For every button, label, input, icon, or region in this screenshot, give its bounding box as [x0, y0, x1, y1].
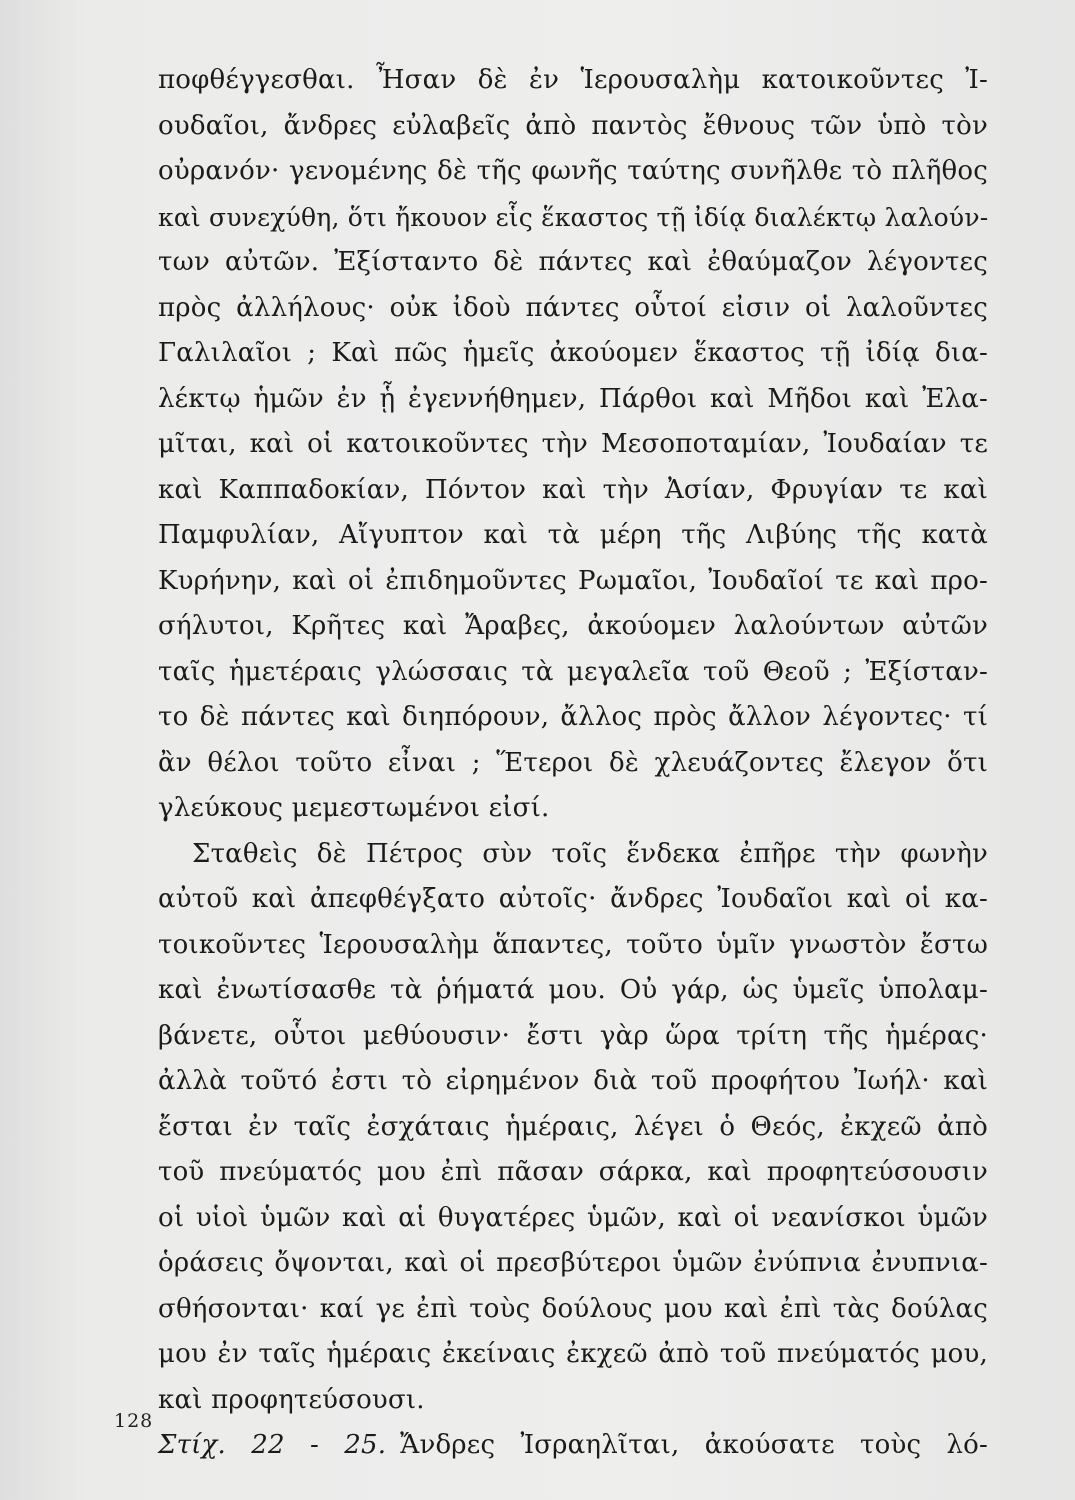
text-line: καὶ προφητεύσουσι. [158, 1384, 425, 1415]
text-line: ἔσται ἐν ταῖς ἐσχάταις ἡμέραις, λέγει ὁ Θεός, ἐκχεῶ ἀπὸ [158, 1111, 988, 1142]
text-line: λέκτῳ ἡμῶν ἐν ᾗ ἐγεννήθημεν, Πάρθοι καὶ Μῆδοι καὶ Ἐλα- [158, 383, 988, 414]
body-text [158, 58, 988, 1469]
text-line: καὶ συνεχύθη, ὅτι ἤκουον εἷς ἕκαστος τῇ ἰδίᾳ διαλέκτῳ λαλούν- [158, 202, 989, 232]
page-number: 128 [114, 1410, 154, 1432]
text-line: σήλυτοι, Κρῆτες καὶ Ἄραβες, ἀκούομεν λαλούντων αὐτῶν [158, 611, 988, 641]
text-line: το δὲ πάντες καὶ διηπόρουν, ἄλλος πρὸς ἄλλον λέγοντες· τί [158, 702, 988, 732]
text-line: τοῦ πνεύματός μου ἐπὶ πᾶσαν σάρκα, καὶ προφητεύσουσιν [158, 1157, 988, 1187]
text-line: οἱ υἱοὶ ὑμῶν καὶ αἱ θυγατέρες ὑμῶν, καὶ οἱ νεανίσκοι ὑμῶν [158, 1202, 988, 1233]
verse-reference-line [158, 1423, 988, 1469]
text-line: γλεύκους μεμεστωμένοι εἰσί. [158, 793, 550, 823]
text-line: ποφθέγγεσθαι. Ἦσαν δὲ ἐν Ἱερουσαλὴμ κατοικοῦντες Ἰ- [158, 65, 988, 95]
text-line: ταῖς ἡμετέραις γλώσσαις τὰ μεγαλεῖα τοῦ Θεοῦ ; Ἐξίσταν- [158, 656, 988, 687]
text-line: των αὐτῶν. Ἐξίσταντο δὲ πάντες καὶ ἐθαύμαζον λέγοντες [158, 247, 988, 277]
text-line: οὐρανόν· γενομένης δὲ τῆς φωνῆς ταύτης συνῆλθε τὸ πλῆθος [158, 156, 988, 186]
text-line: μῖται, καὶ οἱ κατοικοῦντες τὴν Μεσοποταμίαν, Ἰουδαίαν τε [158, 429, 988, 459]
text-line: μου ἐν ταῖς ἡμέραις ἐκείναις ἐκχεῶ ἀπὸ τοῦ πνεύματός μου, [158, 1339, 988, 1369]
text-line: σθήσονται· καί γε ἐπὶ τοὺς δούλους μου καὶ ἐπὶ τὰς δούλας [158, 1293, 988, 1324]
text-line: Σταθεὶς δὲ Πέτρος σὺν τοῖς ἕνδεκα ἐπῆρε τὴν φωνὴν [192, 838, 988, 869]
text-line: βάνετε, οὗτοι μεθύουσιν· ἔστι γὰρ ὥρα τρίτη τῆς ἡμέρας· [158, 1020, 988, 1051]
text-line: Ἄνδρες Ἰσραηλῖται, ἀκούσατε τοὺς λό- [400, 1430, 988, 1460]
text-line: ὁράσεις ὄψονται, καὶ οἱ πρεσβύτεροι ὑμῶν ἐνύπνια ἐνυπνια- [158, 1248, 988, 1278]
text-line: πρὸς ἀλλήλους· οὐκ ἰδοὺ πάντες οὗτοί εἰσιν οἱ λαλοῦντες [158, 292, 988, 323]
text-line: καὶ Καππαδοκίαν, Πόντον καὶ τὴν Ἀσίαν, Φρυγίαν τε καὶ [158, 474, 988, 505]
text-line: Γαλιλαῖοι ; Καὶ πῶς ἡμεῖς ἀκούομεν ἕκαστος τῇ ἰδίᾳ δια- [158, 338, 988, 368]
verse-reference: Στίχ. 22 - 25. [158, 1430, 387, 1460]
text-line: Κυρήνην, καὶ οἱ ἐπιδημοῦντες Ρωμαῖοι, Ἰουδαῖοί τε καὶ προ- [158, 565, 988, 596]
text-line: ουδαῖοι, ἄνδρες εὐλαβεῖς ἀπὸ παντὸς ἔθνους τῶν ὑπὸ τὸν [158, 110, 988, 141]
text-line: ἂν θέλοι τοῦτο εἶναι ; Ἕτεροι δὲ χλευάζοντες ἔλεγον ὅτι [158, 747, 988, 778]
text-line: αὐτοῦ καὶ ἀπεφθέγξατο αὐτοῖς· ἄνδρες Ἰουδαῖοι καὶ οἱ κα- [158, 884, 988, 914]
text-line: Παμφυλίαν, Αἴγυπτον καὶ τὰ μέρη τῆς Λιβύης τῆς κατὰ [158, 520, 988, 550]
text-line: ἀλλὰ τοῦτό ἐστι τὸ εἰρημένον διὰ τοῦ προφήτου Ἰωήλ· καὶ [158, 1066, 988, 1096]
text-line: καὶ ἐνωτίσασθε τὰ ῥήματά μου. Οὐ γάρ, ὡς ὑμεῖς ὑπολαμ- [158, 975, 988, 1005]
text-line: τοικοῦντες Ἱερουσαλὴμ ἅπαντες, τοῦτο ὑμῖν γνωστὸν ἔστω [158, 929, 988, 960]
